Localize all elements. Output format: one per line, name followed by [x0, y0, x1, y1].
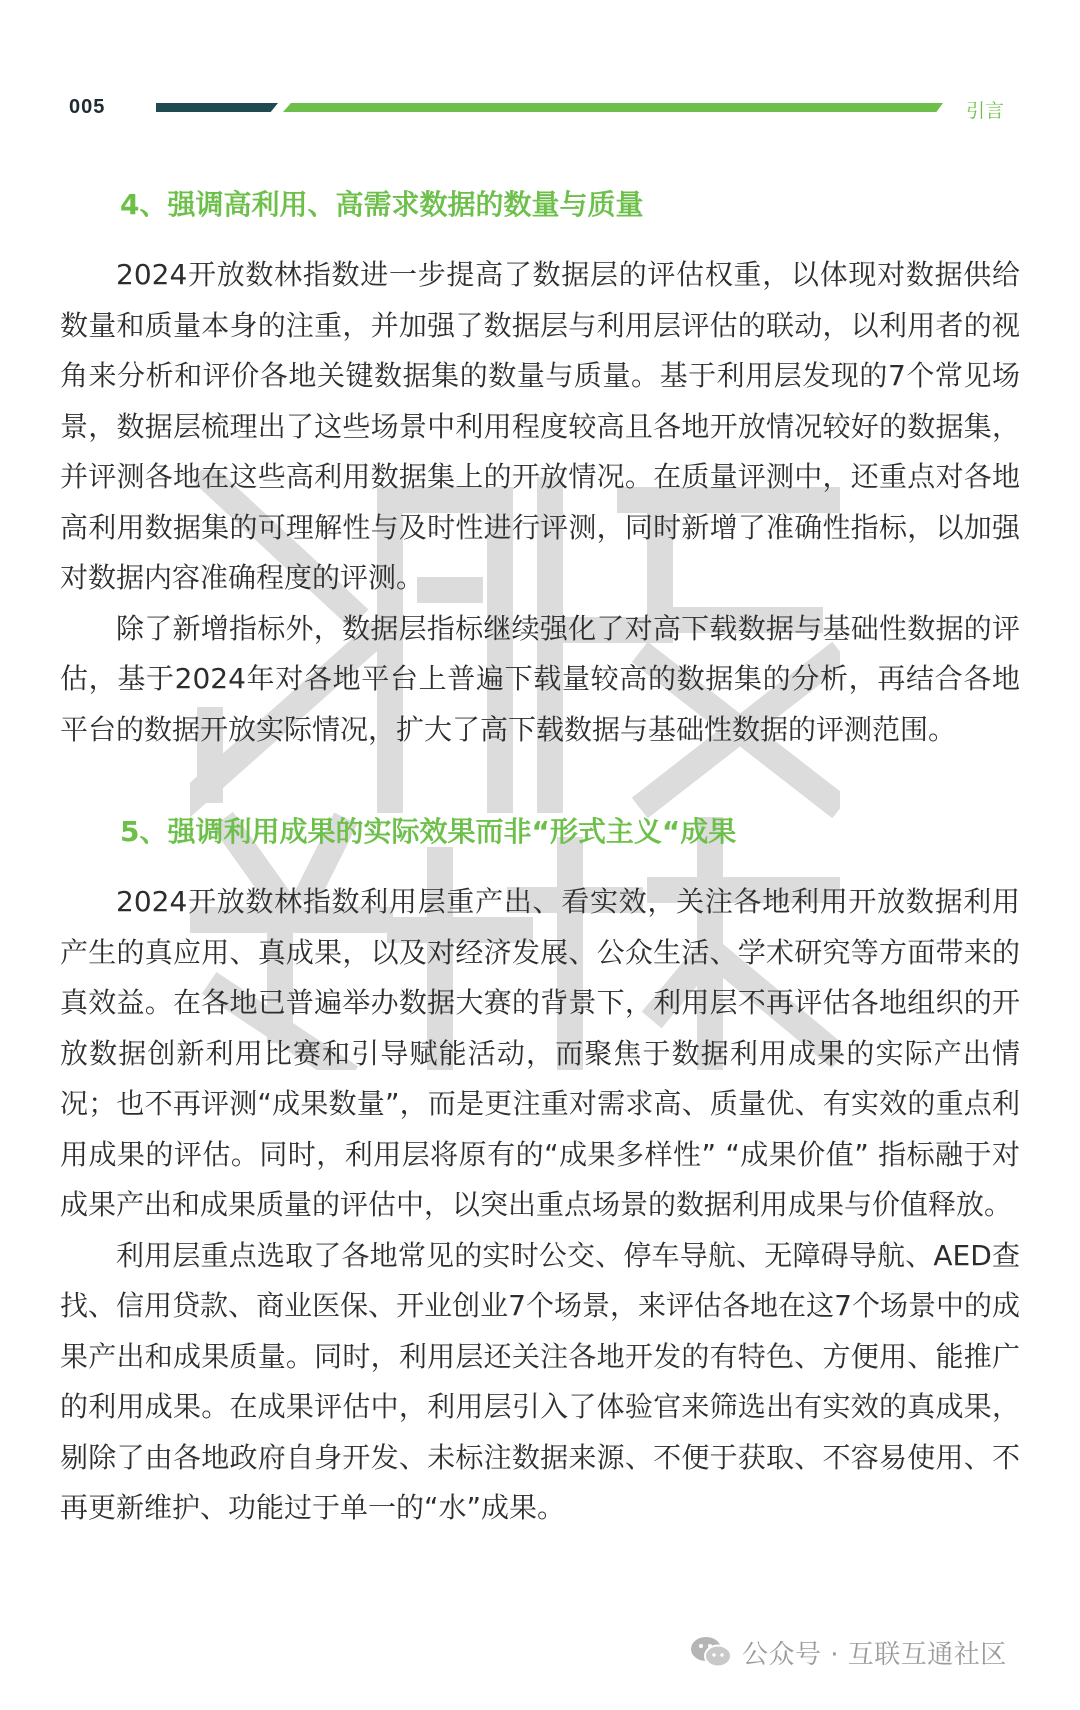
paragraph: 除了新增指标外，数据层指标继续强化了对高下载数据与基础性数据的评估，基于2024年对各地平台上普遍下载量较高的数据集的分析，再结合各地平台的数据开放实际情况，扩大了高下载数据与基础性数据的评测范围。 — [60, 611, 1020, 746]
header-bar-green — [283, 103, 943, 112]
paragraph: 利用层重点选取了各地常见的实时公交、停车导航、无障碍导航、AED查找、信用贷款、商业医保、开业创业7个场景，来评估各地在这7个场景中的成果产出和成果质量。同时，利用层还关注各地开发的有特色、方便用、能推广的利用成果。在成果评估中，利用层引入了体验官来筛选出有实效的真成果，剔除了由各地政府自身开发、未标注数据来源、不便于获取、不容易使用、不再更新维护、功能过于单一的“水”成果。 — [60, 1238, 1020, 1524]
paragraph: 2024开放数林指数利用层重产出、看实效，关注各地利用开放数据利用产生的真应用、真成果，以及对经济发展、公众生活、学术研究等方面带来的真效益。在各地已普遍举办数据大赛的背景下，利用层不再评估各地组织的开放数据创新利用比赛和引导赋能活动，而聚焦于数据利用成果的实际产出情况；也不再评测“成果数量”，而是更注重对需求高、质量优、有实效的重点利用成果的评估。同时，利用层将原有的“成果多样性” “成果价值” 指标融于对成果产出和成果质量的评估中，以突出重点场景的数据利用成果与价值释放。 — [60, 885, 1020, 1221]
main-content — [60, 180, 1020, 1534]
page-header — [0, 0, 1080, 150]
footer-watermark — [690, 1630, 1050, 1674]
paragraph: 2024开放数林指数进一步提高了数据层的评估权重，以体现对数据供给数量和质量本身的注重，并加强了数据层与利用层评估的联动，以利用者的视角来分析和评价各地关键数据集的数量与质量。基于利用层发现的7个常见场景，数据层梳理出了这些场景中利用程度较高且各地开放情况较好的数据集，并评测各地在这些高利用数据集上的开放情况。在质量评测中，还重点对各地高利用数据集的可理解性与及时性进行评测，同时新增了准确性指标，以加强对数据内容准确程度的评测。 — [60, 258, 1020, 594]
section-heading-5: 5、强调利用成果的实际效果而非“形式主义“成果 — [120, 815, 737, 848]
footer-text: 公众号 · 互联互通社区 — [742, 1639, 1007, 1670]
page-number: 005 — [69, 96, 106, 118]
section-label: 引言 — [966, 100, 1005, 122]
section-heading-4: 4、强调高利用、高需求数据的数量与质量 — [120, 188, 644, 221]
header-bar-dark — [156, 103, 278, 112]
wechat-icon — [690, 1634, 732, 1670]
